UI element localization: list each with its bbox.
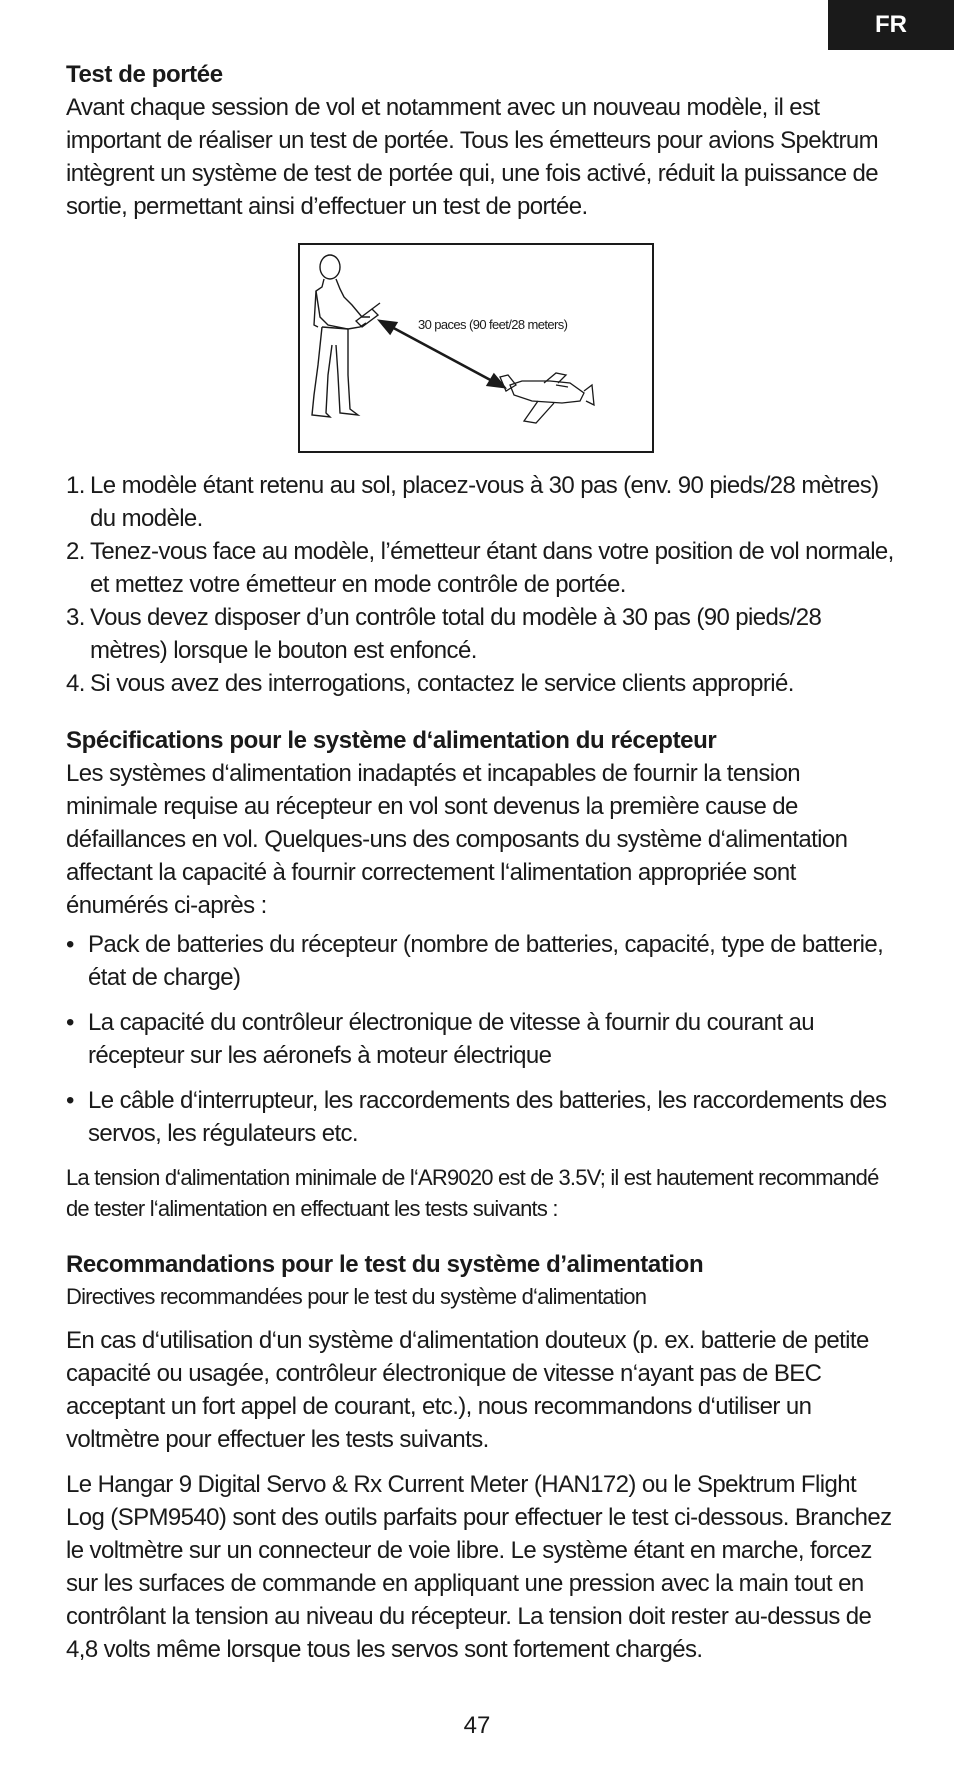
power-specs-intro: Les systèmes d‘alimentation inadaptés et incapables de fournir la tension minimale requise au récepteur en vol sont devenus la première cause de défaillances en vol. Quelques-uns des composants du système d‘alimentation affectant la capacité à fournir correctement l‘alimentation appropriée sont énumérés ci-après : [66,760,848,919]
list-item: 2. Tenez-vous face au modèle, l’émetteur étant dans votre position de vol normale, et mettez votre émetteur en mode contrôle de portée. [66,538,894,598]
list-item: • La capacité du contrôleur électronique de vitesse à fournir du courant au récepteur sur les aéronefs à moteur électrique [66,1006,896,1072]
list-item: • Pack de batteries du récepteur (nombre de batteries, capacité, type de batterie, état de charge) [66,928,896,994]
power-components-list [66,928,896,1150]
page-number: 47 [463,1712,491,1739]
range-test-intro: Avant chaque session de vol et notamment avec un nouveau modèle, il est important de réaliser un test de portée. Tous les émetteurs pour avions Spektrum intègrent un système de test de portée qui, une fois activé, réduit la puissance de sortie, permettant ainsi d’effectuer un test de portée. [66,94,879,220]
power-test-subtitle: Directives recommandées pour le test du système d‘alimentation [66,1284,647,1309]
airplane-icon [500,373,594,423]
range-test-figure [298,243,654,453]
person-icon [312,255,370,417]
distance-label: 30 paces (90 feet/28 meters) [418,317,568,332]
language-tab: FR [828,0,954,50]
power-test-paragraph-1: En cas d‘utilisation d‘un système d‘alimentation douteux (p. ex. batterie de petite capacité ou usagée, contrôleur électronique de vitesse n‘ayant pas de BEC acceptant un fort appel de courant, etc.), nous recommandons d‘utiliser un voltmètre pour effectuer les tests suivants. [66,1327,869,1453]
range-test-steps [66,469,896,700]
power-test-paragraph-2: Le Hangar 9 Digital Servo & Rx Current Meter (HAN172) ou le Spektrum Flight Log (SPM9540) sont des outils parfaits pour effectuer le test ci-dessous. Branchez le voltmètre sur un connecteur de voie libre. Le système étant en marche, forcez sur les surfaces de commande en appliquant une pression avec la main tout en contrôlant la tension au niveau du récepteur. La tension doit rester au-dessus de 4,8 volts même lorsque tous les servos sont fortement chargés. [66,1471,892,1663]
minimum-voltage-note: La tension d‘alimentation minimale de l‘AR9020 est de 3.5V; il est hautement recommandé de tester l‘alimentation en effectuant les tests suivants : [66,1165,879,1221]
list-item: • Le câble d‘interrupteur, les raccordements des batteries, les raccordements des servos, les régulateurs etc. [66,1084,896,1150]
page-content [66,58,896,1666]
list-item: 4. Si vous avez des interrogations, contactez le service clients approprié. [66,670,794,697]
range-test-illustration [300,245,652,451]
list-item: 3. Vous devez disposer d’un contrôle total du modèle à 30 pas (90 pieds/28 mètres) lorsque le bouton est enfoncé. [66,604,822,664]
section-title-power-specs: Spécifications pour le système d‘alimentation du récepteur [66,727,717,754]
section-title-range-test: Test de portée [66,61,223,88]
section-title-power-test: Recommandations pour le test du système d’alimentation [66,1251,704,1278]
list-item: 1. Le modèle étant retenu au sol, placez-vous à 30 pas (env. 90 pieds/28 mètres) du modèle. [66,472,879,532]
